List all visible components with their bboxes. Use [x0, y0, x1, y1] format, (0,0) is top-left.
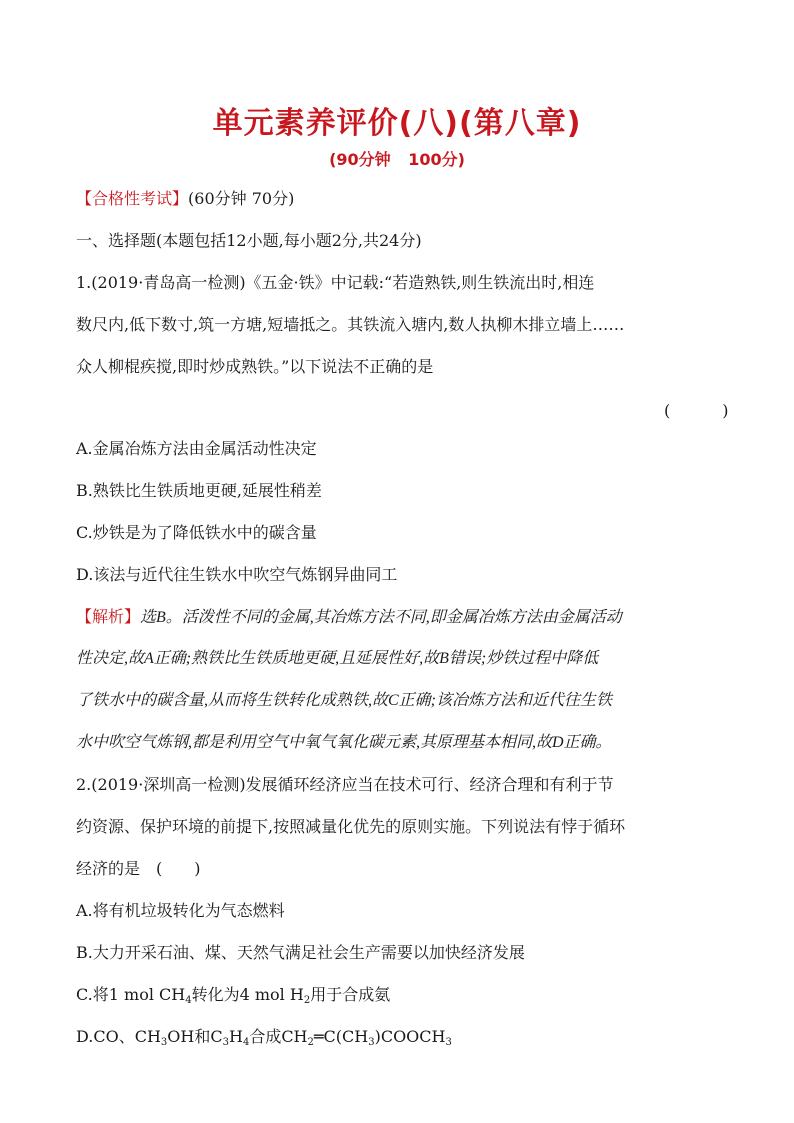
- section-tag: 【合格性考试】: [76, 189, 189, 208]
- part-title: 一、选择题(本题包括12小题,每小题2分,共24分): [76, 231, 422, 250]
- q1-stem-line-1: 1.(2019·青岛高一检测)《五金·铁》中记载:“若造熟铁,则生铁流出时,相连: [76, 273, 595, 292]
- q1-option-a: A.金属冶炼方法由金属活动性决定: [76, 439, 317, 458]
- q2-option-d: D.CO、$CH_3OH$和$C_3H_4$合成$CH_2═C(CH_3)COOCH_3$: [76, 1027, 452, 1048]
- q2-option-b: B.大力开采石油、煤、天然气满足社会生产需要以加快经济发展: [76, 943, 525, 962]
- q2-stem-line-3: 经济的是 ( ): [76, 859, 201, 878]
- q2-option-a: A.将有机垃圾转化为气态燃料: [76, 901, 285, 920]
- q1-option-c: C.炒铁是为了降低铁水中的碳含量: [76, 523, 317, 542]
- q2-stem-line-2: 约资源、保护环境的前提下,按照减量化优先的原则实施。下列说法有悖于循环: [76, 817, 626, 836]
- q1-stem-line-2: 数尺内,低下数寸,筑一方塘,短墙抵之。其铁流入塘内,数人执柳木排立墙上……: [76, 315, 625, 334]
- page-title: 单元素养评价(八)(第八章): [212, 106, 582, 141]
- section-time: (60分钟 70分): [188, 189, 295, 208]
- q2-stem-line-1: 2.(2019·深圳高一检测)发展循环经济应当在技术可行、经济合理和有利于节: [76, 775, 614, 794]
- q1-answer-paren: ( ): [664, 401, 747, 420]
- section-header: [76, 188, 294, 210]
- page-subtitle: (90分钟 100分): [329, 150, 465, 169]
- q1-explanation-line-3: 了铁水中的碳含量,从而将生铁转化成熟铁,故C正确;该冶炼方法和近代往生铁: [76, 692, 613, 709]
- q1-explanation-line-2: 性决定,故A正确;熟铁比生铁质地更硬,且延展性好,故B错误;炒铁过程中降低: [76, 650, 599, 667]
- q1-explanation-line-1: 【解析】选B。活泼性不同的金属,其冶炼方法不同,即金属冶炼方法由金属活动: [76, 607, 622, 626]
- q2-option-c: C.将1 mol $CH_4$转化为4 mol $H_2$用于合成氨: [76, 985, 391, 1006]
- q1-option-d: D.该法与近代往生铁水中吹空气炼钢异曲同工: [76, 565, 398, 584]
- q1-stem-line-3: 众人柳棍疾搅,即时炒成熟铁。”以下说法不正确的是: [76, 357, 434, 376]
- explanation-tag: 【解析】: [76, 607, 141, 626]
- q1-explanation-line-4: 水中吹空气炼钢,都是利用空气中氧气氧化碳元素,其原理基本相同,故D正确。: [76, 734, 612, 751]
- q1-option-b: B.熟铁比生铁质地更硬,延展性稍差: [76, 481, 322, 500]
